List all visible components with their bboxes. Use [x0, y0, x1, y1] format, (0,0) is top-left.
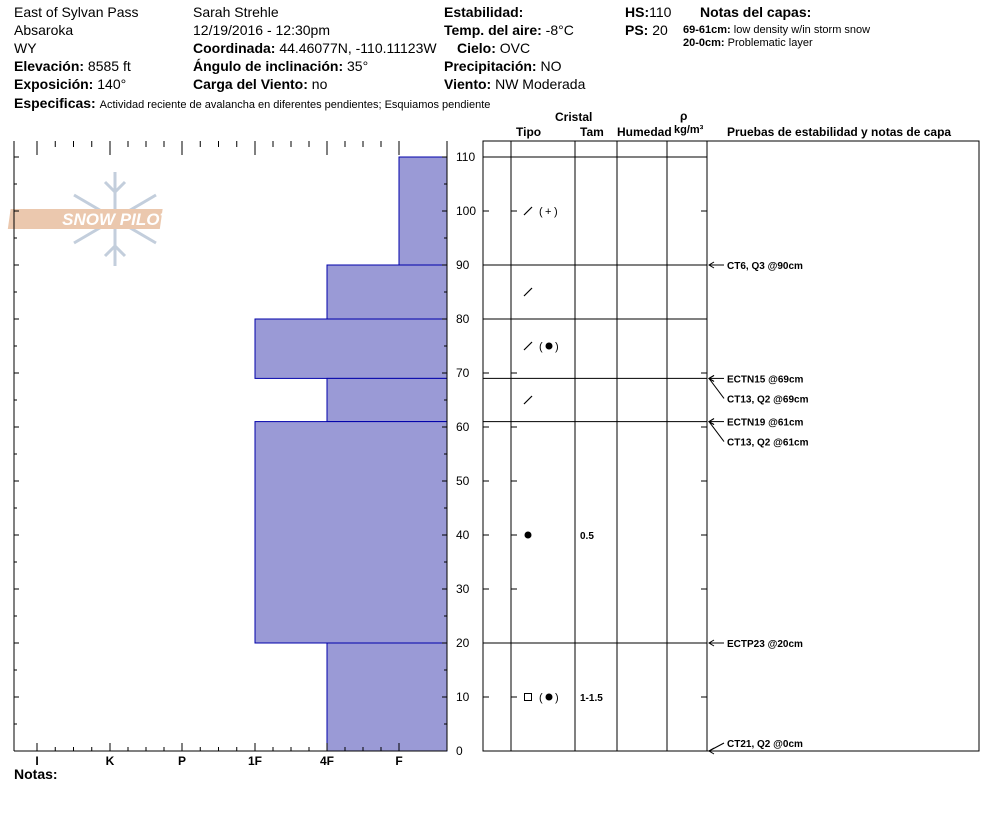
- aspect-label: Exposición:: [14, 76, 94, 92]
- x-tick-label: 1F: [247, 754, 263, 768]
- density-symbol: ρ: [680, 109, 688, 123]
- stability-test-label: CT6, Q3 @90cm: [727, 261, 803, 272]
- ps-label: PS:: [625, 22, 649, 38]
- precip-label: Precipitación:: [444, 58, 537, 74]
- hardness-bar: [327, 643, 447, 751]
- size-header: Tam: [580, 125, 604, 139]
- observer-name: Sarah Strehle: [193, 4, 279, 20]
- location-name: East of Sylvan Pass: [14, 4, 139, 20]
- y-tick-label: 10: [456, 690, 470, 704]
- type-header: Tipo: [516, 125, 542, 139]
- y-tick-label: 90: [456, 258, 470, 272]
- layer-notes-title: Notas del capas:: [700, 4, 812, 20]
- hardness-bar: [255, 422, 447, 643]
- crystal-size-label: 1-1.5: [580, 693, 603, 704]
- hs-value: 110: [649, 4, 672, 20]
- ps-value: 20: [652, 22, 668, 38]
- layer-note-text: low density w/in storm snow: [733, 24, 871, 36]
- test-arrow-line: [709, 378, 724, 398]
- crystal-round-icon: [546, 694, 553, 701]
- crystal-slash-icon: [524, 288, 532, 296]
- moisture-header: Humedad: [617, 125, 672, 139]
- crystal-plus-icon: +: [545, 206, 552, 218]
- x-tick-label: I: [35, 754, 39, 768]
- y-tick-label: 110: [456, 150, 476, 164]
- hs-label: HS:: [625, 4, 650, 20]
- logo-text: SNOW PILOT: [62, 210, 170, 229]
- y-tick-label: 70: [456, 366, 470, 380]
- y-tick-label: 20: [456, 636, 470, 650]
- mountain-range: Absaroka: [14, 22, 74, 38]
- y-tick-label: 30: [456, 582, 470, 596]
- x-tick-label: 4F: [319, 754, 335, 768]
- crystal-paren-icon: (: [539, 341, 543, 353]
- hardness-bar: [255, 319, 447, 378]
- air-temp-value: -8°C: [545, 22, 574, 38]
- stability-test-label: ECTN19 @61cm: [727, 417, 804, 429]
- stability-test-label: ECTN15 @69cm: [727, 374, 804, 386]
- snowpilot-logo: [8, 172, 172, 266]
- crystal-paren-icon: ): [555, 692, 559, 704]
- air-temp-label: Temp. del aire:: [444, 22, 542, 38]
- y-tick-label: 50: [456, 474, 470, 488]
- crystal-slash-icon: [524, 342, 532, 350]
- elevation-value: 8585 ft: [87, 58, 131, 74]
- layer-note-range: 20-0cm:: [683, 37, 725, 49]
- stability-test-label: CT13, Q2 @61cm: [727, 437, 809, 449]
- state: WY: [14, 40, 37, 56]
- y-tick-label: 80: [456, 312, 470, 326]
- precip-value: NO: [540, 58, 562, 74]
- notes-label: Notas:: [14, 766, 58, 782]
- y-tick-label: 100: [456, 204, 477, 218]
- crystal-paren-icon: ): [555, 341, 559, 353]
- crystal-size-label: 0.5: [580, 531, 594, 542]
- specifics-label: Especificas:: [14, 95, 96, 111]
- slope-value: 35°: [347, 58, 369, 74]
- aspect-value: 140°: [97, 76, 127, 92]
- hardness-bar: [327, 265, 447, 319]
- test-arrow-line: [709, 422, 724, 442]
- x-tick-label: K: [105, 754, 115, 768]
- wind-load-value: no: [311, 76, 328, 92]
- y-tick-label: 60: [456, 420, 470, 434]
- x-tick-label: P: [177, 754, 187, 768]
- wind-value: NW Moderada: [495, 76, 586, 92]
- tests-header: Pruebas de estabilidad y notas de capa: [727, 125, 952, 139]
- stability-label: Estabilidad:: [444, 4, 524, 20]
- elevation-label: Elevación:: [14, 58, 85, 74]
- crystal-header: Cristal: [555, 110, 593, 124]
- crystal-paren-icon: (: [539, 692, 543, 704]
- crystal-paren-icon: (: [539, 206, 543, 218]
- crystal-round-icon: [546, 343, 553, 350]
- crystal-slash-icon: [524, 396, 532, 404]
- hardness-bar: [399, 157, 447, 265]
- stability-test-label: ECTP23 @20cm: [727, 639, 803, 650]
- layer-note-range: 69-61cm:: [683, 24, 731, 36]
- hardness-bar: [327, 378, 447, 421]
- sky-label: Cielo:: [457, 40, 496, 56]
- specifics-value: Actividad reciente de avalancha en diferentes pendientes; Esquiamos pendiente: [99, 99, 491, 111]
- crystal-round-icon: [525, 532, 532, 539]
- x-tick-label: F: [395, 754, 403, 768]
- stability-test-label: CT13, Q2 @69cm: [727, 394, 809, 406]
- crystal-facet-icon: [525, 694, 532, 701]
- layer-note-text: Problematic layer: [727, 37, 813, 49]
- wind-label: Viento:: [444, 76, 492, 92]
- density-unit: kg/m³: [674, 124, 704, 136]
- y-tick-label: 0: [456, 744, 463, 758]
- stability-test-label: CT21, Q2 @0cm: [727, 739, 803, 750]
- crystal-slash-icon: [524, 207, 532, 215]
- crystal-paren-icon: ): [554, 206, 558, 218]
- y-tick-label: 40: [456, 528, 470, 542]
- slope-label: Ángulo de inclinación:: [193, 58, 344, 74]
- coordinates-value: 44.46077N, -110.11123W: [279, 40, 437, 56]
- observation-datetime: 12/19/2016 - 12:30pm: [193, 22, 330, 38]
- coordinates-label: Coordinada:: [193, 40, 276, 56]
- sky-value: OVC: [499, 40, 531, 56]
- wind-load-label: Carga del Viento:: [193, 76, 308, 92]
